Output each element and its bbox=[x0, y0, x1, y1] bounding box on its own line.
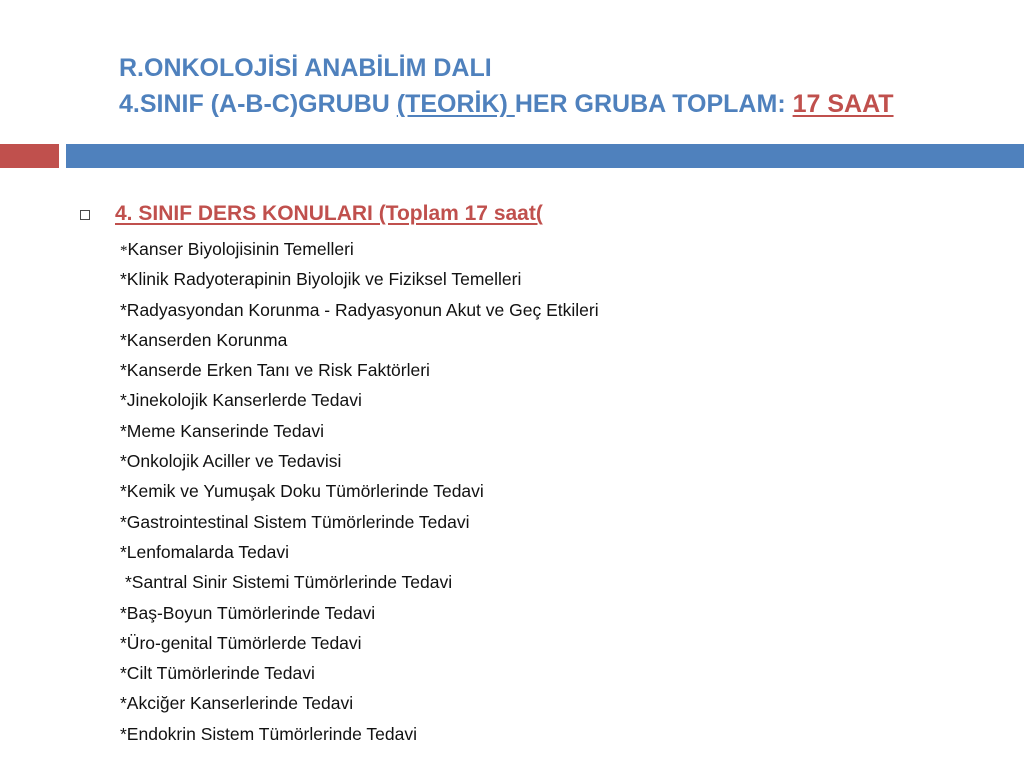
topic-item: *Onkolojik Aciller ve Tedavisi bbox=[120, 451, 342, 472]
bullet-row bbox=[80, 198, 1000, 234]
topic-item: *Radyasyondan Korunma - Radyasyonun Akut ve Geç Etkileri bbox=[120, 299, 599, 320]
topic-item: *Kanserden Korunma bbox=[120, 329, 288, 350]
title-line-2-middle: HER GRUBA TOPLAM: bbox=[514, 90, 793, 118]
title-theory-label: (TEORİK) bbox=[396, 90, 515, 118]
hollow-square-bullet-icon bbox=[80, 210, 90, 220]
title-line-1: R.ONKOLOJİSİ ANABİLİM DALI bbox=[119, 54, 492, 82]
topic-item: *Jinekolojik Kanserlerde Tedavi bbox=[120, 390, 362, 411]
topic-list bbox=[80, 234, 1000, 749]
topic-item: *Santral Sinir Sistemi Tümörlerinde Tedavi bbox=[125, 572, 453, 593]
content-body bbox=[80, 198, 1000, 749]
title-total-hours: 17 SAAT bbox=[792, 90, 894, 118]
topic-item: *Lenfomalarda Tedavi bbox=[120, 541, 289, 562]
topic-item: *Kanser Biyolojisinin Temelleri bbox=[120, 239, 354, 259]
topic-item: *Kanserde Erken Tanı ve Risk Faktörleri bbox=[120, 360, 430, 381]
topic-item: *Üro-genital Tümörlerde Tedavi bbox=[120, 632, 362, 653]
topic-item: *Endokrin Sistem Tümörlerinde Tedavi bbox=[120, 723, 417, 744]
title-rule-blue bbox=[66, 144, 1024, 168]
course-topics-heading: 4. SINIF DERS KONULARI (Toplam 17 saat( bbox=[115, 202, 543, 225]
slide-title bbox=[119, 50, 999, 122]
title-line-2 bbox=[119, 86, 999, 122]
topic-item: *Klinik Radyoterapinin Biyolojik ve Fiziksel Temelleri bbox=[120, 269, 522, 290]
topic-item: *Meme Kanserinde Tedavi bbox=[120, 420, 324, 441]
title-line-2-prefix: 4.SINIF (A-B-C)GRUBU bbox=[119, 90, 397, 118]
asterisk-mark: * bbox=[120, 243, 128, 259]
topic-item: *Akciğer Kanserlerinde Tedavi bbox=[120, 693, 354, 714]
topic-item: *Baş-Boyun Tümörlerinde Tedavi bbox=[120, 602, 376, 623]
topic-item: *Kemik ve Yumuşak Doku Tümörlerinde Tedavi bbox=[120, 481, 484, 502]
topic-item: *Cilt Tümörlerinde Tedavi bbox=[120, 663, 315, 684]
title-rule-red bbox=[0, 144, 59, 168]
topic-item: *Gastrointestinal Sistem Tümörlerinde Tedavi bbox=[120, 511, 470, 532]
